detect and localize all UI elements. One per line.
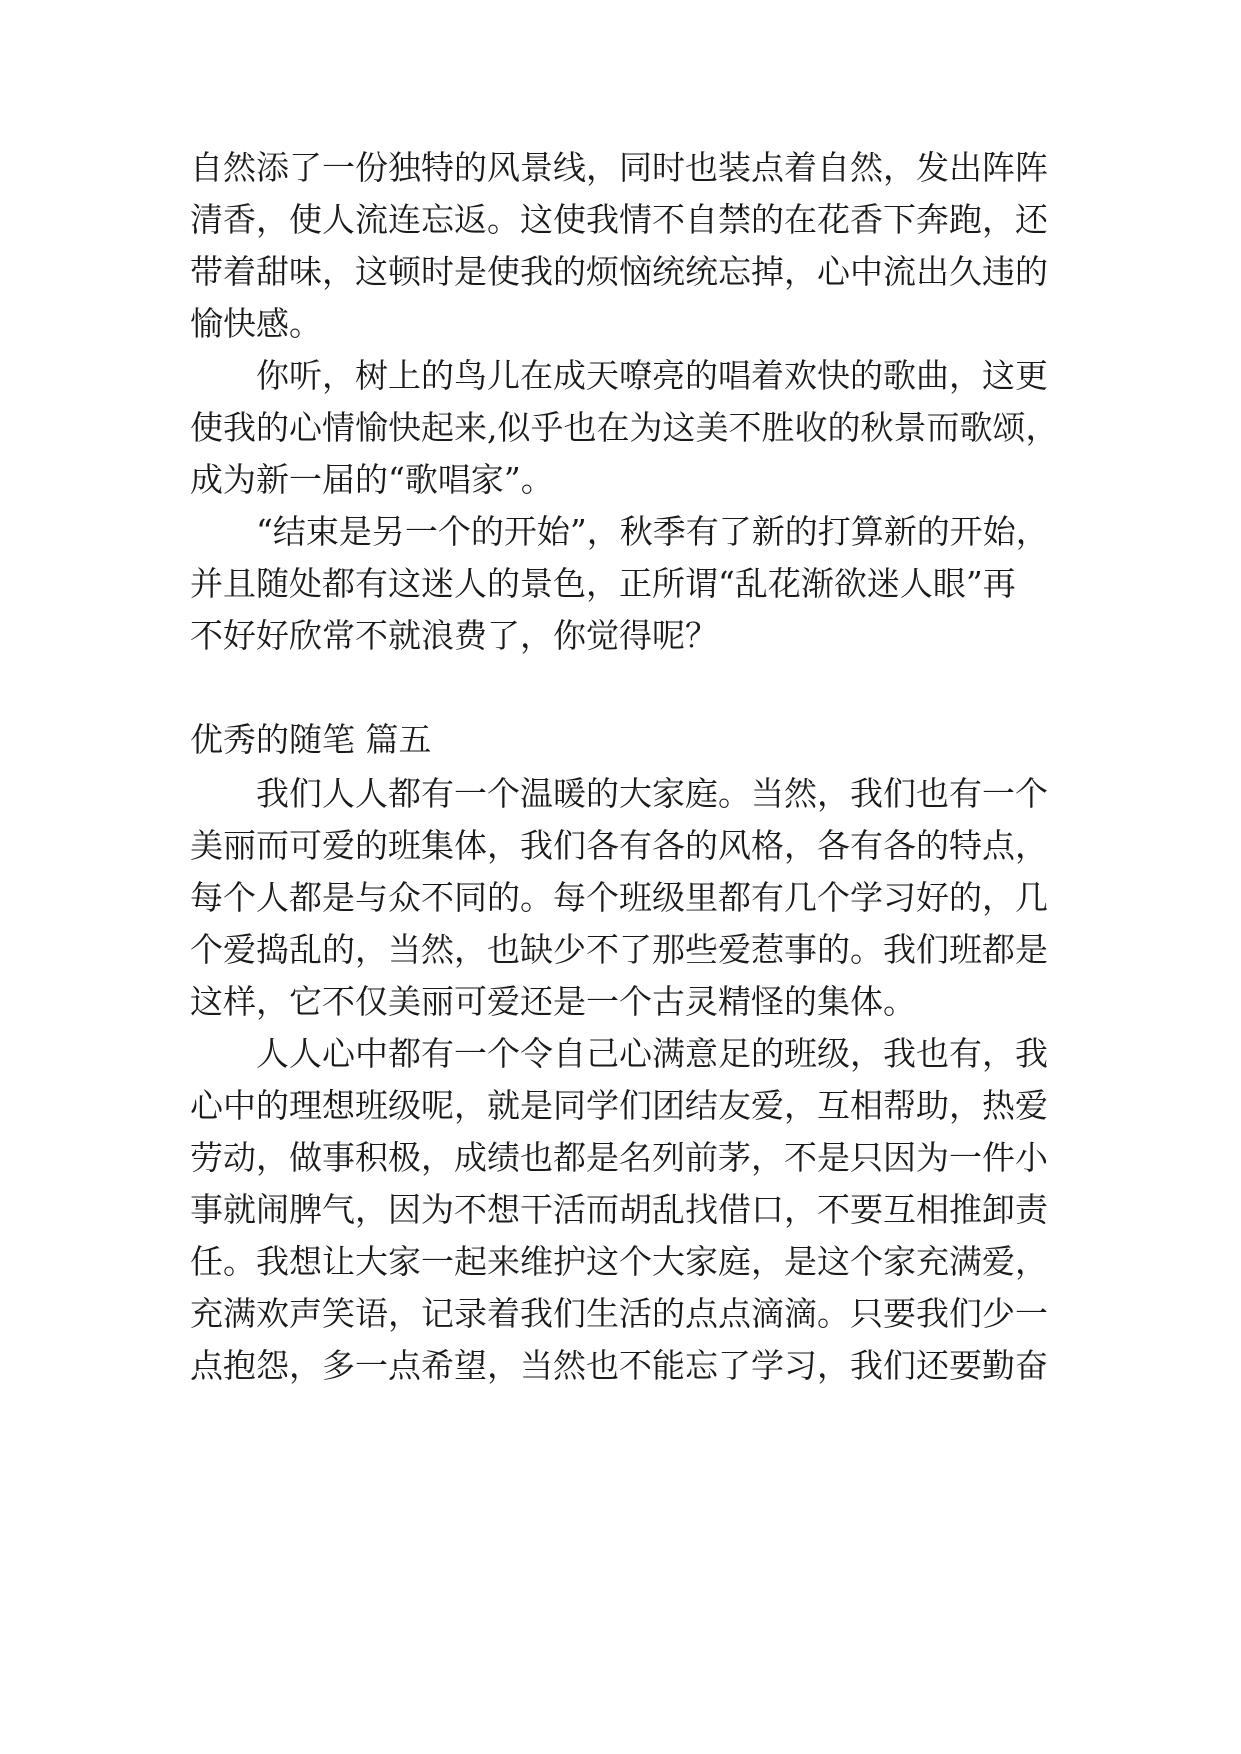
paragraph-line: 成为新一届的“歌唱家”。 bbox=[190, 460, 554, 499]
paragraph-line: 劳动，做事积极，成绩也都是名列前茅，不是只因为一件小 bbox=[190, 1138, 1048, 1177]
paragraph-line: 美丽而可爱的班集体，我们各有各的风格，各有各的特点， bbox=[190, 826, 1048, 865]
paragraph-line: 点抱怨，多一点希望，当然也不能忘了学习，我们还要勤奋 bbox=[190, 1346, 1048, 1385]
paragraph-line: 使我的心情愉快起来,似乎也在为这美不胜收的秋景而歌颂， bbox=[190, 408, 1059, 447]
section-heading: 优秀的随笔 篇五 bbox=[190, 720, 432, 759]
paragraph-line: 这样，它不仅美丽可爱还是一个古灵精怪的集体。 bbox=[190, 982, 916, 1021]
paragraph-line: 不好好欣常不就浪费了，你觉得呢？ bbox=[190, 616, 718, 655]
paragraph-line: 心中的理想班级呢，就是同学们团结友爱，互相帮助，热爱 bbox=[190, 1086, 1048, 1125]
paragraph-line: 愉快感。 bbox=[190, 304, 322, 343]
paragraph-line: 并且随处都有这迷人的景色，正所谓“乱花渐欲迷人眼”再 bbox=[190, 564, 1016, 603]
paragraph-line: 任。我想让大家一起来维护这个大家庭，是这个家充满爱， bbox=[190, 1242, 1048, 1281]
paragraph-line: “结束是另一个的开始”，秋季有了新的打算新的开始， bbox=[256, 512, 1049, 551]
paragraph-line: 每个人都是与众不同的。每个班级里都有几个学习好的，几 bbox=[190, 878, 1048, 917]
paragraph-line: 充满欢声笑语，记录着我们生活的点点滴滴。只要我们少一 bbox=[190, 1294, 1048, 1333]
paragraph-line: 带着甜味，这顿时是使我的烦恼统统忘掉，心中流出久违的 bbox=[190, 252, 1048, 291]
paragraph-line: 自然添了一份独特的风景线，同时也装点着自然，发出阵阵 bbox=[190, 148, 1048, 187]
paragraph-line: 我们人人都有一个温暖的大家庭。当然，我们也有一个 bbox=[256, 774, 1048, 813]
paragraph-line: 事就闹脾气，因为不想干活而胡乱找借口，不要互相推卸责 bbox=[190, 1190, 1048, 1229]
paragraph-line: 人人心中都有一个令自己心满意足的班级，我也有，我 bbox=[256, 1034, 1048, 1073]
paragraph-line: 你听，树上的鸟儿在成天嘹亮的唱着欢快的歌曲，这更 bbox=[256, 356, 1048, 395]
paragraph-line: 清香，使人流连忘返。这使我情不自禁的在花香下奔跑，还 bbox=[190, 200, 1048, 239]
paragraph-line: 个爱捣乱的，当然，也缺少不了那些爱惹事的。我们班都是 bbox=[190, 930, 1048, 969]
